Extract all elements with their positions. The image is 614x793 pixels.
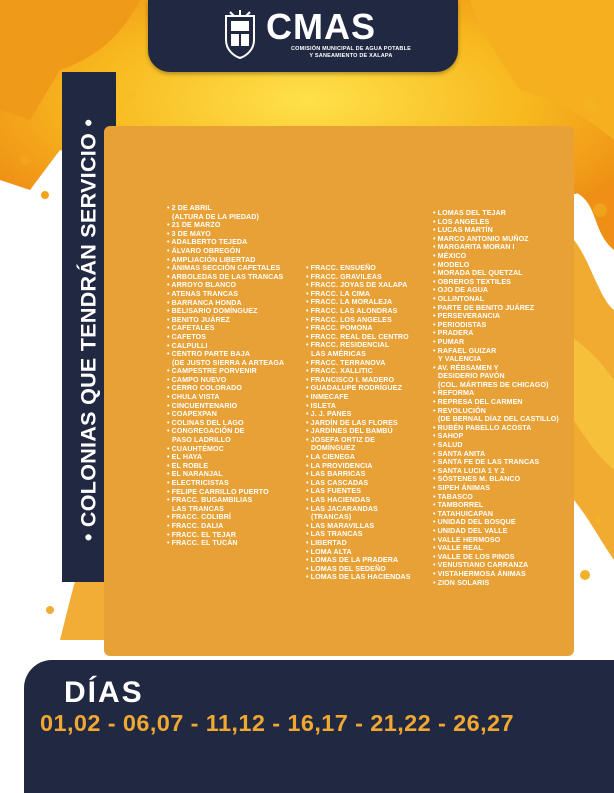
colonia-item: • LOMAS DE LAS HACIENDAS — [306, 573, 411, 582]
colonia-item: • EL HAYA — [167, 453, 284, 462]
colonia-item: • MORADA DEL QUETZAL — [433, 269, 559, 278]
colonia-item: • SAHOP — [433, 432, 559, 441]
colonia-item: • CHULA VISTA — [167, 393, 284, 402]
colonia-item: • FRACC. XALLITIC — [306, 367, 411, 376]
colonia-item: • AMPLIACIÓN LIBERTAD — [167, 256, 284, 265]
colonia-item: • SANTA FE DE LAS TRANCAS — [433, 458, 559, 467]
colonia-item: • CERRO COLORADO — [167, 384, 284, 393]
colonia-item: (DE JUSTO SIERRA A ARTEAGA — [172, 358, 285, 367]
colonia-item: • FRACC. ENSUEÑO — [306, 264, 411, 273]
colonia-item: DESIDERIO PAVÓN — [438, 372, 505, 381]
colonia-item: • UNIDAD DEL VALLE — [433, 527, 559, 536]
colonia-item: • LAS BARRICAS — [306, 470, 411, 479]
colonia-item: • FRACC. REAL DEL CENTRO — [306, 333, 411, 342]
colonia-item: • EL NARANJAL — [167, 470, 284, 479]
colonia-item: • LIBERTAD — [306, 539, 411, 548]
colonia-item: • UNIDAD DEL BOSQUE — [433, 518, 559, 527]
colonia-item: • FRACC. POMONA — [306, 324, 411, 333]
colonia-item: PASO LADRILLO — [172, 436, 231, 445]
colonia-item: • LOMAS DE LA PRADERA — [306, 556, 411, 565]
colonia-item: • CAMPO NUEVO — [167, 376, 284, 385]
colonias-column-2 — [306, 264, 411, 582]
colonia-item: • LA CIENEGA — [306, 453, 411, 462]
colonia-item: • MARGARITA MORAN I — [433, 243, 559, 252]
colonia-item: • FELIPE CARRILLO PUERTO — [167, 488, 284, 497]
colonia-item: LAS AMÉRICAS — [311, 349, 366, 358]
colonia-item: • INMECAFE — [306, 393, 411, 402]
colonia-item: • RUBÉN PABELLO ACOSTA — [433, 424, 559, 433]
brand-subtitle-line1: COMISIÓN MUNICIPAL DE AGUA POTABLE — [290, 46, 412, 52]
colonia-item: • FRANCISCO I. MADERO — [306, 376, 411, 385]
colonias-column-3 — [433, 209, 559, 587]
colonia-item: LAS TRANCAS — [172, 504, 224, 513]
colonia-item: • JARDÍN DE LAS FLORES — [306, 419, 411, 428]
colonia-item: • ADALBERTO TEJEDA — [167, 238, 284, 247]
colonia-item: DOMÍNGUEZ — [311, 444, 356, 453]
colonia-item: • ELECTRICISTAS — [167, 479, 284, 488]
colonia-item: • PARTE DE BENITO JUÁREZ — [433, 304, 559, 313]
colonia-item: • LOS ANGELES — [433, 218, 559, 227]
colonia-item: • CALPULLI — [167, 342, 284, 351]
colonia-item: • LAS FUENTES — [306, 487, 411, 496]
colonia-item: • SANTA LUCIA 1 Y 2 — [433, 467, 559, 476]
colonia-item: • SIPEH ÁNIMAS — [433, 484, 559, 493]
colonia-item: • FRACC. GRAVILEAS — [306, 273, 411, 282]
colonia-item: • FRACC. LOS ANGELES — [306, 316, 411, 325]
colonia-item: • LOMA ALTA — [306, 548, 411, 557]
colonia-item: • REVOLUCIÓN — [433, 407, 559, 416]
colonia-item: • TAMBORREL — [433, 501, 559, 510]
colonia-item: • LAS HACIENDAS — [306, 496, 411, 505]
colonia-item: • TATAHUICAPAN — [433, 510, 559, 519]
colonia-item: • ÁNIMAS SECCIÓN CAFETALES — [167, 264, 284, 273]
vertical-title: • COLONIAS QUE TENDRÁN SERVICIO • — [76, 118, 101, 542]
header-logo-tab — [148, 0, 458, 72]
brand-name: CMAS — [266, 6, 376, 47]
colonia-item: • PUMAR — [433, 338, 559, 347]
colonia-item: (TRANCAS) — [311, 513, 352, 522]
colonia-item: • SALUD — [433, 441, 559, 450]
colonia-item: • VALLE DE LOS PINOS — [433, 553, 559, 562]
colonia-item: • FRACC. LAS ALONDRAS — [306, 307, 411, 316]
colonia-item: • CAFETOS — [167, 333, 284, 342]
colonia-item: • FRACC. COLIBRÍ — [167, 513, 284, 522]
colonia-item: • GUADALUPE RODRÍGUEZ — [306, 384, 411, 393]
brand-subtitle-line2: Y SANEAMIENTO DE XALAPA — [309, 53, 393, 59]
colonia-item: • OLLINTONAL — [433, 295, 559, 304]
colonia-item: • ZION SOLARIS — [433, 579, 559, 588]
colonia-item: • BELISARIO DOMÍNGUEZ — [167, 307, 284, 316]
colonia-item: • FRACC. DALIA — [167, 522, 284, 531]
colonia-item: • LAS MARAVILLAS — [306, 522, 411, 531]
colonia-item: • FRACC. EL TEJAR — [167, 531, 284, 540]
colonia-item: • SÓSTENES M. BLANCO — [433, 475, 559, 484]
colonia-item: • FRACC. JOYAS DE XALAPA — [306, 281, 411, 290]
colonia-item: • CUAUHTÉMOC — [167, 445, 284, 454]
colonia-item: • SANTA ANITA — [433, 450, 559, 459]
colonia-item: • LOMAS DEL TEJAR — [433, 209, 559, 218]
colonia-item: • LAS CASCADAS — [306, 479, 411, 488]
colonia-item: • LAS TRANCAS — [306, 530, 411, 539]
colonia-item: • 3 DE MAYO — [167, 230, 284, 239]
colonia-item: • J. J. PANES — [306, 410, 411, 419]
colonia-item: • FRACC. BUGAMBILIAS — [167, 496, 284, 505]
colonia-item: • MODELO — [433, 261, 559, 270]
colonia-item: • RAFAEL GUIZAR — [433, 347, 559, 356]
colonia-item: • PRADERA — [433, 329, 559, 338]
colonia-item: • FRACC. LA MORALEJA — [306, 298, 411, 307]
colonia-item: • CAFETALES — [167, 324, 284, 333]
colonia-item: • VALLE HERMOSO — [433, 536, 559, 545]
colonia-item: • COAPEXPAN — [167, 410, 284, 419]
colonia-item: • PERIODISTAS — [433, 321, 559, 330]
colonia-item: • LOMAS DEL SEDEÑO — [306, 565, 411, 574]
colonia-item: (DE BERNAL DÍAZ DEL CASTILLO) — [438, 415, 559, 424]
colonia-item: • ISLETA — [306, 402, 411, 411]
colonias-column-1 — [167, 204, 284, 548]
colonia-item: • 2 DE ABRIL — [167, 204, 284, 213]
colonia-item: • CENTRO PARTE BAJA — [167, 350, 284, 359]
colonia-item: • VALLE REAL — [433, 544, 559, 553]
colonia-item: • ÁLVARO OBREGÓN — [167, 247, 284, 256]
colonia-item: • FRACC. EL TUCÁN — [167, 539, 284, 548]
colonia-item: • REFORMA — [433, 389, 559, 398]
coat-of-arms-icon — [220, 8, 260, 60]
colonia-item: • COLINAS DEL LAGO — [167, 419, 284, 428]
colonia-item: • CAMPESTRE PORVENIR — [167, 367, 284, 376]
colonia-item: • OBREROS TEXTILES — [433, 278, 559, 287]
colonia-item: (ALTURA DE LA PIEDAD) — [172, 212, 259, 221]
colonia-item: • JARDÍNES DEL BAMBÚ — [306, 427, 411, 436]
colonia-item: • VISTAHERMOSA ÁNIMAS — [433, 570, 559, 579]
colonia-item: • TABASCO — [433, 493, 559, 502]
colonia-item: • OJO DE AGUA — [433, 286, 559, 295]
colonia-item: • REPRESA DEL CARMEN — [433, 398, 559, 407]
colonia-item: • CONGREGACIÓN DE — [167, 427, 284, 436]
colonia-item: • MÉXICO — [433, 252, 559, 261]
colonia-item: • FRACC. RESIDENCIAL — [306, 341, 411, 350]
colonia-item: • LA PROVIDENCIA — [306, 462, 411, 471]
colonia-item: • ARROYO BLANCO — [167, 281, 284, 290]
colonia-item: • 21 DE MARZO — [167, 221, 284, 230]
colonia-item: • ARBOLEDAS DE LAS TRANCAS — [167, 273, 284, 282]
colonia-item: • EL ROBLE — [167, 462, 284, 471]
colonia-item: • ATENAS TRANCAS — [167, 290, 284, 299]
colonia-item: Y VALENCIA — [438, 355, 482, 364]
colonia-item: • MARCO ANTONIO MUÑOZ — [433, 235, 559, 244]
colonia-item: • BENITO JUÁREZ — [167, 316, 284, 325]
colonia-item: • BARRANCA HONDA — [167, 299, 284, 308]
colonia-item: • PERSEVERANCIA — [433, 312, 559, 321]
days-values: 01,02 - 06,07 - 11,12 - 16,17 - 21,22 - 26,27 — [40, 710, 514, 736]
colonia-item: • LUCAS MARTÍN — [433, 226, 559, 235]
colonia-item: • LAS JACARANDAS — [306, 505, 411, 514]
colonia-item: • FRACC. TERRANOVA — [306, 359, 411, 368]
colonia-item: • AV. RÉBSAMEN Y — [433, 364, 559, 373]
days-label: DÍAS — [64, 676, 144, 709]
colonia-item: (COL. MÁRTIRES DE CHICAGO) — [438, 380, 549, 389]
colonia-item: • JOSEFA ORTIZ DE — [306, 436, 411, 445]
colonia-item: • FRACC. LA CIMA — [306, 290, 411, 299]
colonia-item: • VENUSTIANO CARRANZA — [433, 561, 559, 570]
colonia-item: • CINCUENTENARIO — [167, 402, 284, 411]
